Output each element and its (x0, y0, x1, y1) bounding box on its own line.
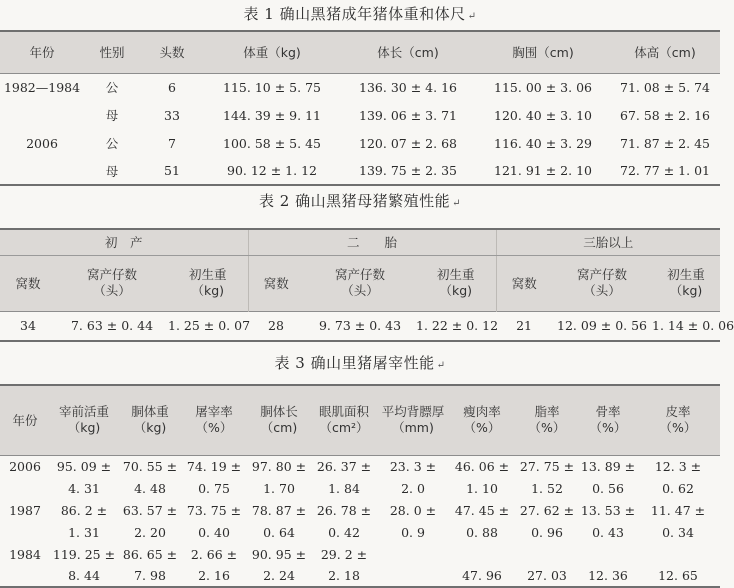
cell-value (514, 543, 580, 565)
table-row (0, 565, 720, 587)
cell-born: 9. 73 ± 0. 43 (318, 318, 402, 334)
header-label: 骨率 (595, 404, 621, 420)
header-unit: （cm²） (319, 420, 369, 436)
cell-value: 0. 42 (328, 524, 360, 540)
cell-litters: 28 (268, 318, 284, 334)
table1-header-row (0, 31, 720, 73)
header-label: 窝产仔数 (334, 267, 385, 282)
table-row (0, 129, 720, 157)
cell-value: 26. 78 ± (316, 502, 372, 518)
header-label: 年份 (12, 413, 38, 429)
cell-value: 86. 65 ± (122, 546, 178, 562)
cell-value: 12. 65 (658, 568, 698, 583)
cell-value: 23. 3 ± (389, 458, 437, 474)
cell-value: 1. 31 (68, 524, 100, 540)
header-unit: （头） (583, 283, 621, 298)
table3-header-lean (450, 385, 514, 455)
cell-value: 0. 75 (198, 480, 230, 496)
header-label: 脂率 (534, 404, 560, 420)
cell-value: 119. 25 ± (52, 546, 116, 562)
header-unit: （头） (93, 283, 131, 298)
table-row (0, 477, 720, 499)
table3-header-row (0, 385, 720, 455)
cell-value: 78. 87 ± (251, 502, 307, 518)
table2-header-birthweight (652, 255, 720, 311)
header-label: 窝数 (511, 276, 537, 291)
header-label: 宰前活重 (58, 404, 109, 420)
cell-value: 0. 9 (401, 524, 425, 540)
cell-length: 136. 30 ± 4. 16 (359, 79, 457, 95)
header-label: 窝数 (263, 276, 289, 291)
cell-year (0, 477, 50, 499)
cell-value: 1. 52 (531, 480, 563, 496)
cell-value: 0. 96 (531, 524, 563, 540)
cell-value: 1. 84 (328, 480, 360, 496)
header-label: 平均背膘厚 (381, 404, 445, 420)
cell-value: 29. 2 ± (320, 546, 368, 562)
table1-header-count: 头数 (140, 31, 204, 73)
table-row (0, 543, 720, 565)
header-label: 眼肌面积 (318, 404, 369, 420)
header-label: 窝产仔数 (86, 267, 137, 282)
table-row (0, 521, 720, 543)
cell-value (376, 565, 450, 587)
cell-born: 7. 63 ± 0. 44 (70, 318, 154, 334)
cell-sex: 公 (105, 80, 119, 96)
table1-caption-text: 表 1 确山黑猪成年猪体重和体尺 (243, 5, 466, 23)
cell-weight: 144. 39 ± 9. 11 (223, 107, 321, 123)
table3-header-loin-area (312, 385, 376, 455)
header-unit: （kg) (439, 283, 473, 298)
cell-value: 97. 80 ± (251, 458, 307, 474)
cell-value: 11. 47 ± (650, 502, 706, 518)
cell-litters: 21 (516, 318, 532, 334)
cell-count: 33 (164, 107, 180, 123)
table2-header-litters (496, 255, 552, 311)
cell-year: 2006 (26, 135, 58, 151)
cell-value: 27. 75 ± (519, 458, 575, 474)
cell-birthweight: 1. 25 ± 0. 07 (168, 318, 251, 334)
table2-group-third: 三胎以上 (496, 229, 720, 255)
table1-header-year: 年份 (0, 31, 84, 73)
cell-value: 86. 2 ± (60, 502, 108, 518)
cell-value (580, 543, 636, 565)
table2-header-birthweight (168, 255, 248, 311)
cell-value: 4. 31 (68, 480, 100, 496)
cell-value: 13. 89 ± (580, 458, 636, 474)
cell-chest: 116. 40 ± 3. 29 (494, 135, 592, 151)
cell-value: 74. 19 ± (186, 458, 242, 474)
cell-value: 0. 64 (263, 524, 295, 540)
header-unit: （kg) (191, 283, 225, 298)
cell-value: 2. 24 (263, 568, 295, 583)
table2-header-born (304, 255, 416, 311)
cell-chest: 115. 00 ± 3. 06 (494, 79, 592, 95)
cell-value: 1. 10 (466, 480, 498, 496)
cell-year: 1982—1984 (3, 79, 81, 95)
cell-value: 1. 70 (263, 480, 295, 496)
cell-value (636, 543, 720, 565)
table2-group-second: 二 胎 (248, 229, 496, 255)
cell-sex: 母 (105, 163, 119, 179)
cell-value: 8. 44 (68, 568, 100, 583)
header-label: 胴体重 (131, 404, 169, 420)
cell-weight: 115. 10 ± 5. 75 (223, 79, 321, 95)
table-row (0, 157, 720, 185)
header-label: 初生重 (188, 267, 227, 282)
cell-value: 0. 62 (662, 480, 694, 496)
cell-year (0, 101, 84, 129)
cell-value: 47. 96 (462, 568, 502, 583)
table3 (0, 384, 720, 588)
cell-length: 120. 07 ± 2. 68 (359, 135, 457, 151)
cell-birthweight: 1. 22 ± 0. 12 (416, 318, 499, 334)
paragraph-mark-icon: ↵ (452, 198, 461, 209)
cell-value: 63. 57 ± (122, 502, 178, 518)
table2-header-born (552, 255, 652, 311)
cell-chest: 121. 91 ± 2. 10 (494, 163, 592, 178)
cell-value: 90. 95 ± (251, 546, 307, 562)
cell-value: 27. 62 ± (519, 502, 575, 518)
table2 (0, 228, 734, 342)
table3-caption-text: 表 3 确山里猪屠宰性能 (274, 354, 435, 372)
header-unit: （cm) (260, 420, 298, 436)
cell-value: 27. 03 (527, 568, 567, 583)
cell-born: 12. 09 ± 0. 56 (557, 318, 647, 334)
table2-group-first: 初 产 (0, 229, 248, 255)
header-label: 皮率 (665, 404, 691, 420)
table-row (0, 499, 720, 521)
header-unit: （kg) (133, 420, 167, 436)
cell-sex: 公 (105, 136, 119, 151)
table3-caption (0, 353, 720, 376)
cell-weight: 90. 12 ± 1. 12 (227, 163, 317, 178)
cell-year: 1987 (9, 502, 41, 518)
header-label: 胴体长 (260, 404, 298, 420)
table3-header-live-weight (50, 385, 118, 455)
cell-height: 67. 58 ± 2. 16 (620, 107, 710, 123)
paragraph-mark-icon: ↵ (467, 11, 477, 22)
table1-header-length: 体长（cm) (340, 31, 476, 73)
table2-caption (0, 191, 720, 214)
cell-value: 2. 0 (401, 480, 425, 496)
header-label: 瘦肉率 (463, 404, 501, 420)
table2-header-birthweight (416, 255, 496, 311)
paragraph-mark-icon: ↵ (436, 360, 446, 371)
cell-year (0, 157, 84, 185)
cell-count: 51 (164, 163, 180, 178)
table3-body (0, 455, 720, 587)
cell-value: 0. 34 (662, 524, 694, 540)
cell-value: 70. 55 ± (122, 458, 178, 474)
header-unit: （头） (341, 283, 379, 298)
header-unit: （%） (528, 420, 566, 436)
header-unit: （%） (195, 420, 233, 436)
cell-length: 139. 75 ± 2. 35 (359, 163, 457, 178)
table1-caption (0, 4, 720, 27)
cell-value: 28. 0 ± (389, 502, 437, 518)
header-unit: （kg) (669, 283, 703, 298)
table3-header-carcass-length (246, 385, 312, 455)
table2-header-born (56, 255, 168, 311)
table-row (0, 311, 720, 341)
table3-header-skin (636, 385, 720, 455)
cell-value: 2. 20 (134, 524, 166, 540)
header-unit: （%） (589, 420, 627, 436)
cell-count: 6 (168, 79, 176, 95)
cell-value: 46. 06 ± (454, 458, 510, 474)
cell-litters: 34 (20, 318, 36, 334)
cell-value: 0. 88 (466, 524, 498, 540)
cell-chest: 120. 40 ± 3. 10 (494, 107, 592, 123)
cell-value: 12. 3 ± (654, 458, 702, 474)
header-unit: （kg) (67, 420, 101, 436)
cell-height: 71. 87 ± 2. 45 (620, 135, 710, 151)
cell-value: 26. 37 ± (316, 458, 372, 474)
table2-group-row (0, 229, 720, 255)
table3-header-carcass-weight (118, 385, 182, 455)
cell-height: 72. 77 ± 1. 01 (620, 163, 710, 178)
cell-value: 2. 66 ± (190, 546, 238, 562)
table2-caption-text: 表 2 确山黑猪母猪繁殖性能 (259, 192, 451, 210)
cell-value: 7. 98 (134, 568, 166, 583)
cell-birthweight: 1. 14 ± 0. 06 (652, 318, 734, 334)
cell-value: 2. 18 (328, 568, 360, 583)
table3-header-bone (580, 385, 636, 455)
header-label: 初生重 (667, 267, 705, 282)
table1 (0, 30, 720, 186)
header-label: 初生重 (437, 267, 475, 282)
table3-header-year (0, 385, 50, 455)
cell-year (0, 565, 50, 587)
cell-year (0, 521, 50, 543)
cell-value: 0. 40 (198, 524, 230, 540)
header-unit: （mm) (392, 420, 434, 436)
cell-value: 0. 56 (592, 480, 624, 496)
header-unit: （%） (659, 420, 697, 436)
table2-header-litters (248, 255, 304, 311)
table2-header-litters (0, 255, 56, 311)
cell-value: 13. 53 ± (580, 502, 636, 518)
table3-header-backfat (376, 385, 450, 455)
cell-value: 47. 45 ± (454, 502, 510, 518)
cell-weight: 100. 58 ± 5. 45 (223, 135, 321, 151)
table1-header-sex: 性别 (84, 31, 140, 73)
table-row (0, 455, 720, 477)
cell-height: 71. 08 ± 5. 74 (620, 79, 710, 95)
cell-value: 12. 36 (588, 568, 628, 583)
cell-length: 139. 06 ± 3. 71 (359, 107, 457, 123)
table1-header-height: 体高（cm) (610, 31, 720, 73)
table2-header-row (0, 255, 720, 311)
cell-value: 73. 75 ± (186, 502, 242, 518)
table3-header-fat (514, 385, 580, 455)
table3-header-dressing (182, 385, 246, 455)
cell-value: 95. 09 ± (56, 458, 112, 474)
cell-value: 2. 16 (198, 568, 230, 583)
header-unit: （%） (463, 420, 501, 436)
header-label: 窝产仔数 (577, 267, 628, 282)
cell-sex: 母 (105, 108, 119, 123)
header-label: 屠宰率 (195, 404, 233, 420)
cell-value: 0. 43 (592, 524, 624, 540)
cell-year: 1984 (9, 546, 41, 562)
header-label: 窝数 (15, 276, 41, 291)
table-row (0, 73, 720, 101)
cell-value (450, 543, 514, 565)
cell-count: 7 (168, 135, 176, 151)
cell-value: 4. 48 (134, 480, 166, 496)
table1-header-chest: 胸围（cm) (476, 31, 610, 73)
table1-header-weight: 体重（kg) (204, 31, 340, 73)
table-row (0, 101, 720, 129)
cell-value (376, 543, 450, 565)
cell-year: 2006 (9, 458, 41, 474)
